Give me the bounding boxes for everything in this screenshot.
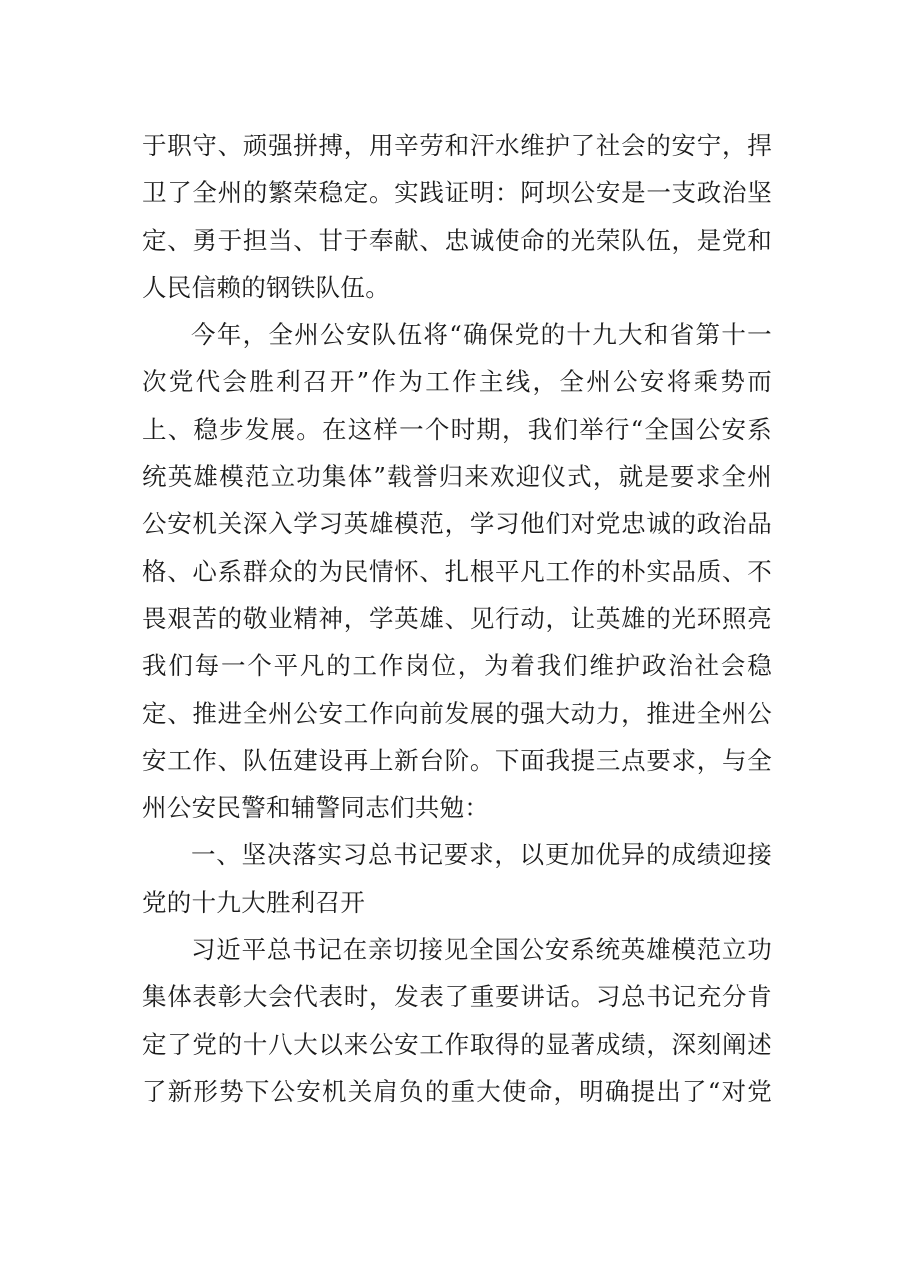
text-line: 格、心系群众的为民情怀、扎根平凡工作的朴实品质、不: [142, 556, 772, 586]
text-line: 集体表彰大会代表时，发表了重要讲话。习总书记充分肯: [142, 982, 772, 1012]
text-line: 了新形势下公安机关肩负的重大使命，明确提出了“对党: [142, 1076, 772, 1106]
text-line: 于职守、顽强拼搏，用辛劳和汗水维护了社会的安宁，捍: [142, 131, 772, 160]
text-line: 安工作、队伍建设再上新台阶。下面我提三点要求，与全: [142, 745, 772, 775]
text-line: 我们每一个平凡的工作岗位，为着我们维护政治社会稳: [142, 651, 772, 681]
text-line: 次党代会胜利召开”作为工作主线，全州公安将乘势而: [142, 367, 772, 397]
text-line: 定、推进全州公安工作向前发展的强大动力，推进全州公: [142, 698, 772, 728]
body-text: [142, 122, 772, 1115]
text-line: 统英雄模范立功集体”载誉归来欢迎仪式，就是要求全州: [142, 462, 772, 492]
text-line: 卫了全州的繁荣稳定。实践证明：阿坝公安是一支政治坚: [142, 178, 772, 208]
paragraph-start-line: 今年，全州公安队伍将“确保党的十九大和省第十一: [191, 320, 772, 350]
paragraph-end-line: 州公安民警和辅警同志们共勉：: [142, 793, 490, 823]
text-line: 定了党的十八大以来公安工作取得的显著成绩，深刻阐述: [142, 1029, 772, 1059]
section-heading-line: 一、坚决落实习总书记要求，以更加优异的成绩迎接: [191, 840, 772, 870]
text-line: 公安机关深入学习英雄模范，学习他们对党忠诚的政治品: [142, 509, 772, 539]
section-heading-line: 党的十九大胜利召开: [142, 887, 366, 917]
text-line: 上、稳步发展。在这样一个时期，我们举行“全国公安系: [142, 414, 772, 444]
paragraph-end-line: 人民信赖的钢铁队伍。: [142, 272, 390, 302]
text-line: 定、勇于担当、甘于奉献、忠诚使命的光荣队伍，是党和: [142, 225, 772, 255]
text-line: 畏艰苦的敬业精神，学英雄、见行动，让英雄的光环照亮: [142, 603, 772, 633]
paragraph-start-line: 习近平总书记在亲切接见全国公安系统英雄模范立功: [191, 935, 772, 965]
